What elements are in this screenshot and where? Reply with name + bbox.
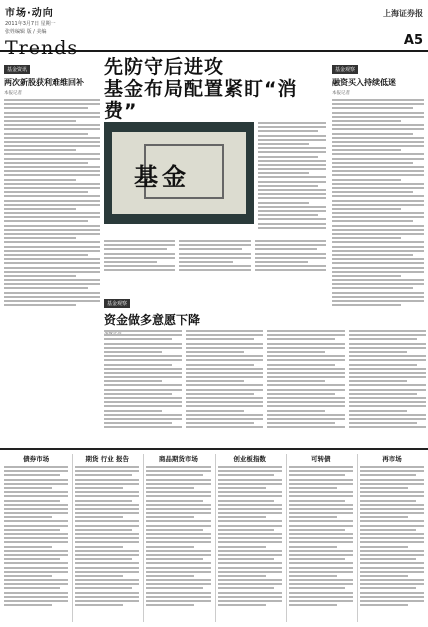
left-column [4, 56, 100, 318]
main-title-line1: 先防守后进攻 [104, 56, 225, 78]
section-divider [0, 448, 428, 450]
bottom-col4-title: 创业板指数 [233, 455, 266, 463]
right-column [332, 56, 424, 318]
masthead [0, 0, 428, 59]
bottom-columns [4, 454, 424, 622]
bottom-column-3 [143, 454, 210, 622]
right-headline: 融资买入持续低迷 [332, 78, 396, 87]
bottom-column-2 [72, 454, 139, 622]
bottom-column-1 [4, 454, 68, 622]
main-headline-area [104, 56, 326, 122]
left-section-tag: 基金资讯 [4, 65, 30, 74]
right-section-tag: 基金观察 [332, 65, 358, 74]
paper-name: 上海证券报 [383, 9, 423, 18]
bottom-col6-title: 再市场 [382, 455, 402, 463]
masthead-left [5, 4, 125, 59]
main-title-line2: 基金布局配置紧盯“消费” [104, 78, 298, 122]
page-number: A5 [403, 33, 423, 48]
right-byline: 本报记者 [332, 91, 350, 96]
trends-label: Trends [5, 37, 79, 59]
bottom-col2-title: 期货 行业 报告 [85, 455, 130, 463]
sub-section-tag: 基金观察 [104, 299, 130, 308]
main-article-lower-text [104, 240, 326, 280]
left-byline: 本报记者 [4, 91, 22, 96]
sub-section-headline: 资金做多意愿下降 [104, 313, 201, 327]
bottom-col1-title: 债券市场 [23, 455, 50, 463]
bottom-column-4 [215, 454, 282, 622]
left-body-text [4, 99, 100, 306]
bottom-column-5 [286, 454, 353, 622]
sub-section-header [104, 290, 426, 327]
sub-section-body [104, 330, 426, 440]
left-headline: 两次新股获利难维回补 [4, 78, 84, 87]
bottom-col5-title: 可转债 [311, 455, 331, 463]
editor-info: 张姓编辑 版 / 美编 [5, 29, 47, 35]
section-title: 市场·动向 [5, 8, 54, 19]
right-body-text [332, 99, 424, 306]
photo-sign-text: 基金 [134, 163, 190, 191]
masthead-right [383, 8, 423, 48]
main-article-text-right [258, 122, 326, 237]
news-photo [104, 122, 254, 224]
bottom-column-6 [357, 454, 424, 622]
issue-date: 2011年3月7日 星期一 [5, 21, 56, 27]
bottom-col3-title: 商品期货市场 [158, 455, 198, 463]
